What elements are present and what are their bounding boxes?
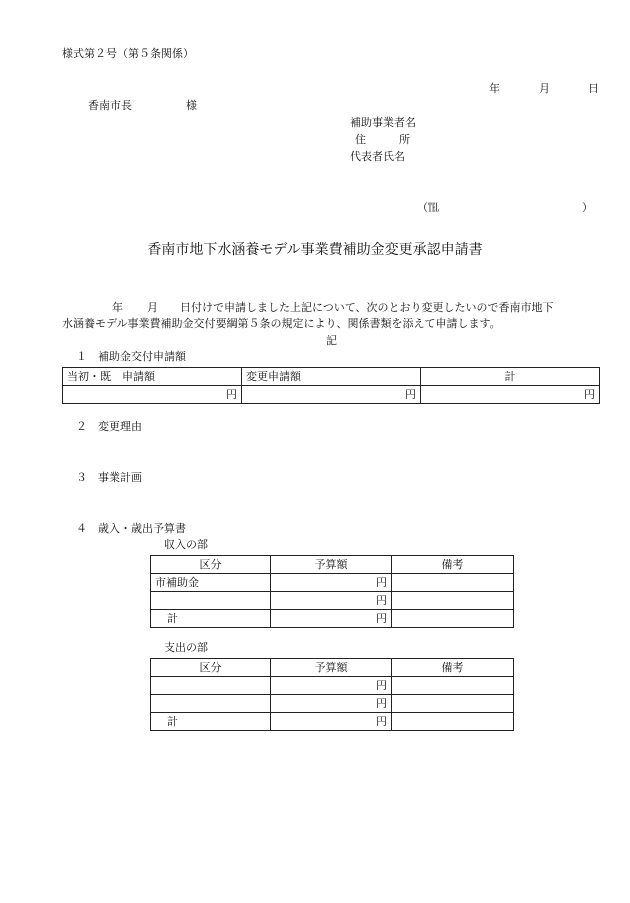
expense-header-category: 区分	[151, 659, 271, 677]
table-row	[151, 556, 514, 574]
expense-remarks-cell[interactable]	[392, 677, 514, 695]
section1-heading: １ 補助金交付申請額	[76, 350, 186, 363]
income-budget-cell[interactable]: 円	[271, 592, 392, 610]
expense-table	[150, 658, 514, 731]
application-amount-table	[62, 367, 600, 404]
header-change-amount: 変更申請額	[242, 368, 421, 386]
date-year: 年	[489, 82, 500, 95]
income-header-category: 区分	[151, 556, 271, 574]
header-initial-amount: 当初・既 申請額	[63, 368, 242, 386]
expense-budget-cell[interactable]: 円	[271, 677, 392, 695]
tel-open: （℡	[417, 201, 439, 214]
total-amount-cell[interactable]: 円	[421, 386, 600, 404]
applicant-address-label-2: 所	[399, 133, 410, 146]
table-row	[151, 713, 514, 731]
expense-header-budget: 予算額	[271, 659, 392, 677]
date-day: 日	[588, 82, 599, 95]
expense-total-label: 計	[151, 713, 271, 731]
form-number-label: 様式第２号（第５条関係）	[62, 47, 194, 60]
body-paragraph	[62, 300, 602, 332]
table-row	[151, 677, 514, 695]
income-table	[150, 555, 514, 628]
section2-heading: ２ 変更理由	[76, 420, 142, 433]
applicant-name-label: 補助事業者名	[350, 116, 416, 129]
date-month: 月	[539, 82, 550, 95]
expense-header-remarks: 備考	[392, 659, 514, 677]
expense-total-budget-cell[interactable]: 円	[271, 713, 392, 731]
body-text-1: 日付けで申請しました上記について、次のとおり変更したいので香南市地下	[180, 301, 554, 314]
section4-heading: ４ 歳入・歳出予算書	[76, 522, 186, 535]
table-row	[151, 610, 514, 628]
section3-heading: ３ 事業計画	[76, 471, 142, 484]
table-row	[151, 695, 514, 713]
expense-remarks-cell[interactable]	[392, 695, 514, 713]
income-label: 収入の部	[164, 538, 208, 551]
table-row	[151, 592, 514, 610]
representative-name-label: 代表者氏名	[350, 150, 405, 163]
income-total-budget-cell[interactable]: 円	[271, 610, 392, 628]
expense-category-cell[interactable]	[151, 695, 271, 713]
header-total: 計	[421, 368, 600, 386]
expense-budget-cell[interactable]: 円	[271, 695, 392, 713]
addressee-name: 香南市長	[88, 99, 132, 112]
table-row	[151, 659, 514, 677]
income-total-label: 計	[151, 610, 271, 628]
income-remarks-cell[interactable]	[392, 610, 514, 628]
applicant-address-label-1: 住	[355, 133, 366, 146]
income-budget-cell[interactable]: 円	[271, 574, 392, 592]
body-month: 月	[147, 301, 158, 314]
income-remarks-cell[interactable]	[392, 574, 514, 592]
income-header-remarks: 備考	[392, 556, 514, 574]
expense-remarks-cell[interactable]	[392, 713, 514, 731]
table-row	[63, 368, 600, 386]
document-title: 香南市地下水涵養モデル事業費補助金変更承認申請書	[147, 242, 483, 258]
ki-label: 記	[326, 334, 337, 347]
income-category-cell[interactable]	[151, 592, 271, 610]
income-remarks-cell[interactable]	[392, 592, 514, 610]
body-year: 年	[112, 301, 123, 314]
income-header-budget: 予算額	[271, 556, 392, 574]
change-amount-cell[interactable]: 円	[242, 386, 421, 404]
tel-close: ）	[582, 201, 593, 214]
income-category-cell: 市補助金	[151, 574, 271, 592]
expense-category-cell[interactable]	[151, 677, 271, 695]
table-row	[63, 386, 600, 404]
initial-amount-cell[interactable]: 円	[63, 386, 242, 404]
addressee-honorific: 様	[186, 99, 197, 112]
expense-label: 支出の部	[164, 641, 208, 654]
table-row	[151, 574, 514, 592]
body-text-2: 水涵養モデル事業費補助金交付要綱第５条の規定により、関係書類を添えて申請します。	[62, 317, 501, 330]
